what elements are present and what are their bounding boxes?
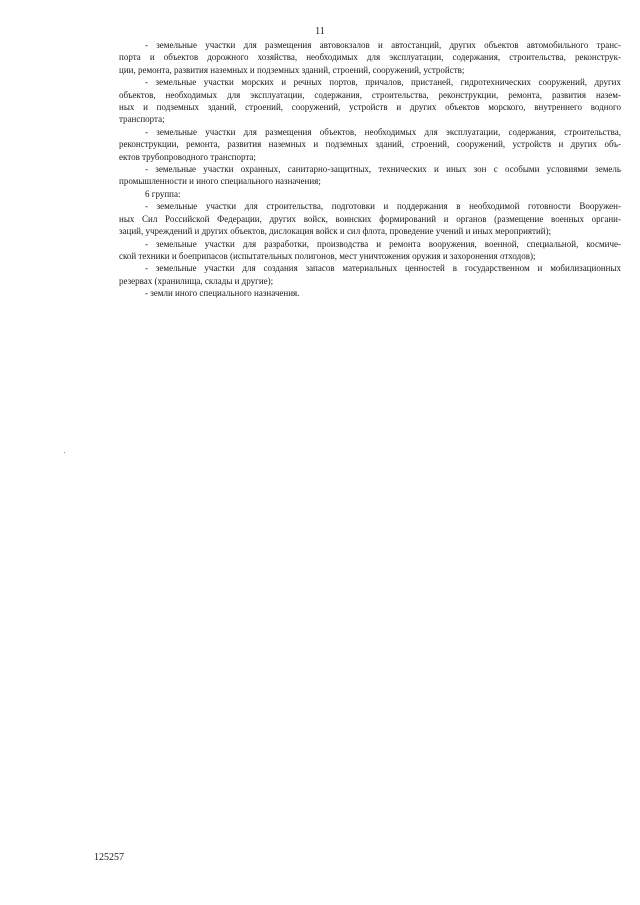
text-line: - земельные участки для размещения объектов, необходимых для эксплуатации, содержания, строительства, <box>145 126 621 137</box>
text-line: ных и подземных зданий, строений, сооружений, устройств и других объектов морского, внутреннего водного <box>119 102 621 113</box>
margin-mark <box>64 452 65 453</box>
text-line: - земельные участки охранных, санитарно-защитных, технических и иных зон с особыми условиями земель <box>145 164 621 175</box>
paragraph <box>93 188 621 200</box>
text-line: 6 группа: <box>145 188 181 199</box>
text-line: промышленности и иного специального назначения; <box>119 176 321 187</box>
paragraph <box>93 262 621 287</box>
text-line: - земли иного специального назначения. <box>145 288 300 299</box>
paragraph <box>93 163 621 188</box>
text-line: - земельные участки морских и речных портов, причалов, пристаней, гидротехнических сооружений, других <box>145 77 621 88</box>
text-line: - земельные участки для создания запасов материальных ценностей в государственном и мобилизационных <box>145 263 621 274</box>
text-line: заций, учреждений и других объектов, дислокация войск и сил флота, проведение учений и иных мероприятий); <box>119 226 552 237</box>
paragraph <box>93 126 621 163</box>
document-body <box>93 39 621 300</box>
text-line: транспорта; <box>119 114 165 125</box>
paragraph <box>93 287 621 299</box>
text-line: - земельные участки для размещения автовокзалов и автостанций, других объектов автомобильного транс- <box>145 40 621 50</box>
page-number: 11 <box>315 26 325 37</box>
text-line: - земельные участки для строительства, подготовки и поддержания в необходимой готовности Вооружен- <box>145 201 621 212</box>
document-code: 125257 <box>94 852 124 863</box>
text-line: реконструкции, ремонта, развития наземных и подземных зданий, строений, сооружений, устройств и других объ- <box>119 139 621 150</box>
text-line: ской техники и боеприпасов (испытательных полигонов, мест уничтожения оружия и захоронения отходов); <box>119 250 536 261</box>
text-line: ции, ремонта, развития наземных и подземных зданий, строений, сооружений, устройств; <box>119 64 465 75</box>
text-line: объектов, необходимых для эксплуатации, содержания, строительства, реконструкции, ремонта, развития назем- <box>119 89 621 100</box>
paragraph <box>93 39 621 76</box>
text-line: ных Сил Российской Федерации, других войск, воинских формирований и органов (размещение военных органи- <box>119 213 621 224</box>
paragraph <box>93 76 621 126</box>
paragraph <box>93 200 621 237</box>
text-line: резервах (хранилища, склады и другие); <box>119 275 274 286</box>
paragraph <box>93 238 621 263</box>
text-line: - земельные участки для разработки, производства и ремонта вооружения, военной, специальной, космиче- <box>145 238 621 249</box>
text-line: порта и объектов дорожного хозяйства, необходимых для эксплуатации, содержания, строительства, реконструк- <box>119 52 621 63</box>
text-line: ектов трубопроводного транспорта; <box>119 151 256 162</box>
